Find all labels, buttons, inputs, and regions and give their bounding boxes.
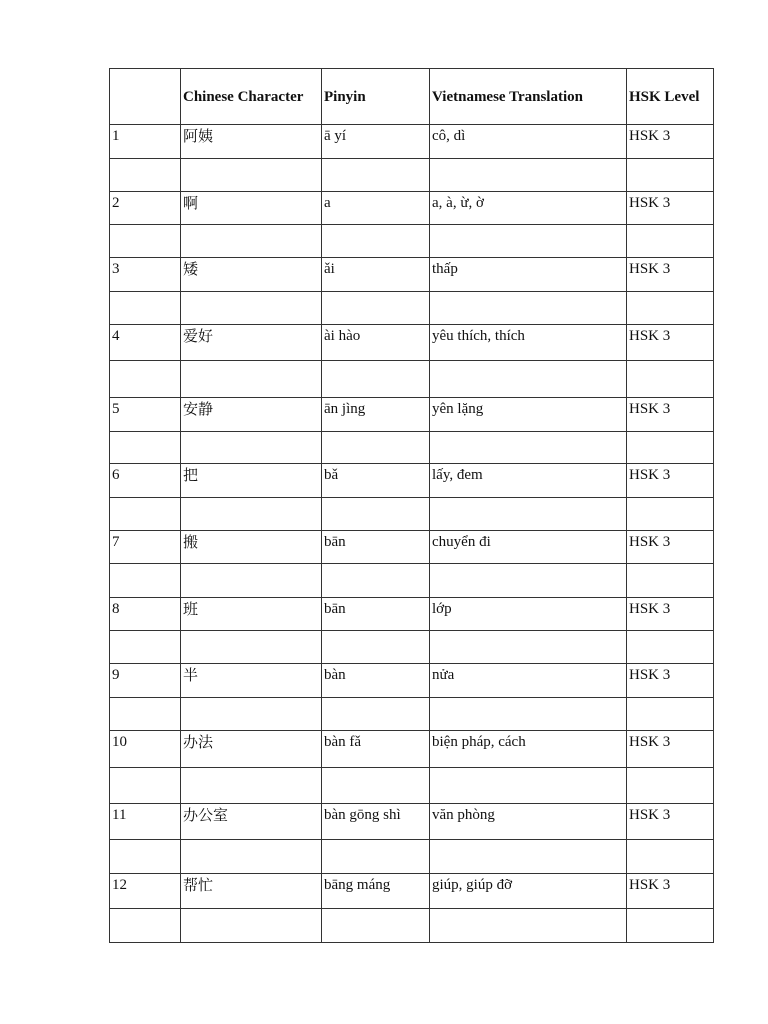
empty-cell (627, 361, 714, 398)
hsk-level-cell: HSK 3 (627, 664, 714, 698)
vietnamese-translation-cell: biện pháp, cách (430, 731, 627, 768)
empty-cell (627, 698, 714, 731)
table-row (110, 731, 714, 768)
empty-cell (430, 225, 627, 258)
empty-cell (430, 292, 627, 325)
empty-cell (181, 225, 322, 258)
spacer-row (110, 498, 714, 531)
empty-cell (627, 159, 714, 192)
empty-cell (430, 840, 627, 874)
row-number-cell: 12 (110, 874, 181, 909)
empty-cell (627, 840, 714, 874)
row-number-cell: 2 (110, 192, 181, 225)
hsk-level-cell: HSK 3 (627, 325, 714, 361)
empty-cell (110, 361, 181, 398)
table-row (110, 125, 714, 159)
empty-cell (181, 498, 322, 531)
empty-cell (181, 159, 322, 192)
spacer-row (110, 631, 714, 664)
empty-cell (322, 432, 430, 464)
empty-cell (110, 909, 181, 943)
pinyin-cell: bāng máng (322, 874, 430, 909)
table-row (110, 874, 714, 909)
empty-cell (110, 225, 181, 258)
header-row (110, 69, 714, 125)
pinyin-cell: bàn gōng shì (322, 804, 430, 840)
empty-cell (322, 840, 430, 874)
chinese-character-cell: 啊 (181, 192, 322, 225)
empty-cell (322, 292, 430, 325)
header-number (110, 69, 181, 125)
pinyin-cell: bān (322, 598, 430, 631)
empty-cell (430, 361, 627, 398)
empty-cell (322, 159, 430, 192)
empty-cell (627, 909, 714, 943)
empty-cell (110, 840, 181, 874)
chinese-character-cell: 半 (181, 664, 322, 698)
chinese-character-cell: 爱好 (181, 325, 322, 361)
spacer-row (110, 768, 714, 804)
chinese-character-cell: 搬 (181, 531, 322, 564)
empty-cell (181, 909, 322, 943)
table-row (110, 192, 714, 225)
empty-cell (181, 768, 322, 804)
row-number-cell: 6 (110, 464, 181, 498)
empty-cell (110, 292, 181, 325)
empty-cell (322, 564, 430, 598)
empty-cell (430, 909, 627, 943)
pinyin-cell: ān jìng (322, 398, 430, 432)
vietnamese-translation-cell: nửa (430, 664, 627, 698)
pinyin-cell: bàn (322, 664, 430, 698)
empty-cell (627, 564, 714, 598)
hsk-level-cell: HSK 3 (627, 531, 714, 564)
pinyin-cell: a (322, 192, 430, 225)
hsk-level-cell: HSK 3 (627, 804, 714, 840)
empty-cell (430, 432, 627, 464)
chinese-character-cell: 班 (181, 598, 322, 631)
empty-cell (110, 498, 181, 531)
row-number-cell: 8 (110, 598, 181, 631)
vietnamese-translation-cell: thấp (430, 258, 627, 292)
chinese-character-cell: 阿姨 (181, 125, 322, 159)
empty-cell (181, 361, 322, 398)
empty-cell (110, 432, 181, 464)
chinese-character-cell: 把 (181, 464, 322, 498)
spacer-row (110, 159, 714, 192)
vietnamese-translation-cell: văn phòng (430, 804, 627, 840)
vietnamese-translation-cell: a, à, ừ, ờ (430, 192, 627, 225)
table-row (110, 258, 714, 292)
empty-cell (110, 698, 181, 731)
header-level: HSK Level (627, 69, 714, 125)
empty-cell (110, 159, 181, 192)
empty-cell (430, 631, 627, 664)
empty-cell (627, 292, 714, 325)
row-number-cell: 11 (110, 804, 181, 840)
chinese-character-cell: 安静 (181, 398, 322, 432)
hsk-level-cell: HSK 3 (627, 874, 714, 909)
empty-cell (430, 698, 627, 731)
empty-cell (181, 432, 322, 464)
table-row (110, 325, 714, 361)
empty-cell (322, 631, 430, 664)
chinese-character-cell: 帮忙 (181, 874, 322, 909)
row-number-cell: 4 (110, 325, 181, 361)
chinese-character-cell: 办公室 (181, 804, 322, 840)
hsk-level-cell: HSK 3 (627, 598, 714, 631)
table-row (110, 398, 714, 432)
empty-cell (110, 564, 181, 598)
header-translation: Vietnamese Translation (430, 69, 627, 125)
empty-cell (627, 432, 714, 464)
table-row (110, 664, 714, 698)
table-row (110, 464, 714, 498)
empty-cell (322, 768, 430, 804)
vietnamese-translation-cell: lấy, đem (430, 464, 627, 498)
hsk-level-cell: HSK 3 (627, 258, 714, 292)
table-row (110, 598, 714, 631)
empty-cell (322, 361, 430, 398)
spacer-row (110, 432, 714, 464)
table-row (110, 804, 714, 840)
vietnamese-translation-cell: cô, dì (430, 125, 627, 159)
hsk-level-cell: HSK 3 (627, 464, 714, 498)
empty-cell (322, 225, 430, 258)
empty-cell (430, 564, 627, 598)
pinyin-cell: ài hào (322, 325, 430, 361)
empty-cell (181, 564, 322, 598)
row-number-cell: 5 (110, 398, 181, 432)
empty-cell (322, 909, 430, 943)
spacer-row (110, 564, 714, 598)
pinyin-cell: ǎi (322, 258, 430, 292)
hsk-level-cell: HSK 3 (627, 125, 714, 159)
row-number-cell: 7 (110, 531, 181, 564)
empty-cell (430, 159, 627, 192)
row-number-cell: 1 (110, 125, 181, 159)
header-pinyin: Pinyin (322, 69, 430, 125)
vocabulary-table (109, 68, 714, 943)
empty-cell (181, 698, 322, 731)
empty-cell (181, 292, 322, 325)
header-character: Chinese Character (181, 69, 322, 125)
empty-cell (627, 768, 714, 804)
empty-cell (322, 498, 430, 531)
pinyin-cell: bǎ (322, 464, 430, 498)
vietnamese-translation-cell: lớp (430, 598, 627, 631)
empty-cell (627, 225, 714, 258)
vietnamese-translation-cell: chuyển đi (430, 531, 627, 564)
vietnamese-translation-cell: giúp, giúp đỡ (430, 874, 627, 909)
vietnamese-translation-cell: yêu thích, thích (430, 325, 627, 361)
empty-cell (181, 631, 322, 664)
spacer-row (110, 361, 714, 398)
chinese-character-cell: 矮 (181, 258, 322, 292)
spacer-row (110, 698, 714, 731)
empty-cell (627, 498, 714, 531)
hsk-level-cell: HSK 3 (627, 731, 714, 768)
empty-cell (430, 498, 627, 531)
table-body (110, 69, 714, 943)
table-row (110, 531, 714, 564)
empty-cell (110, 631, 181, 664)
row-number-cell: 10 (110, 731, 181, 768)
row-number-cell: 9 (110, 664, 181, 698)
chinese-character-cell: 办法 (181, 731, 322, 768)
row-number-cell: 3 (110, 258, 181, 292)
empty-cell (430, 768, 627, 804)
hsk-level-cell: HSK 3 (627, 398, 714, 432)
pinyin-cell: ā yí (322, 125, 430, 159)
spacer-row (110, 292, 714, 325)
vietnamese-translation-cell: yên lặng (430, 398, 627, 432)
empty-cell (627, 631, 714, 664)
spacer-row (110, 225, 714, 258)
pinyin-cell: bān (322, 531, 430, 564)
pinyin-cell: bàn fǎ (322, 731, 430, 768)
empty-cell (110, 768, 181, 804)
empty-cell (322, 698, 430, 731)
spacer-row (110, 840, 714, 874)
empty-cell (181, 840, 322, 874)
spacer-row (110, 909, 714, 943)
hsk-level-cell: HSK 3 (627, 192, 714, 225)
